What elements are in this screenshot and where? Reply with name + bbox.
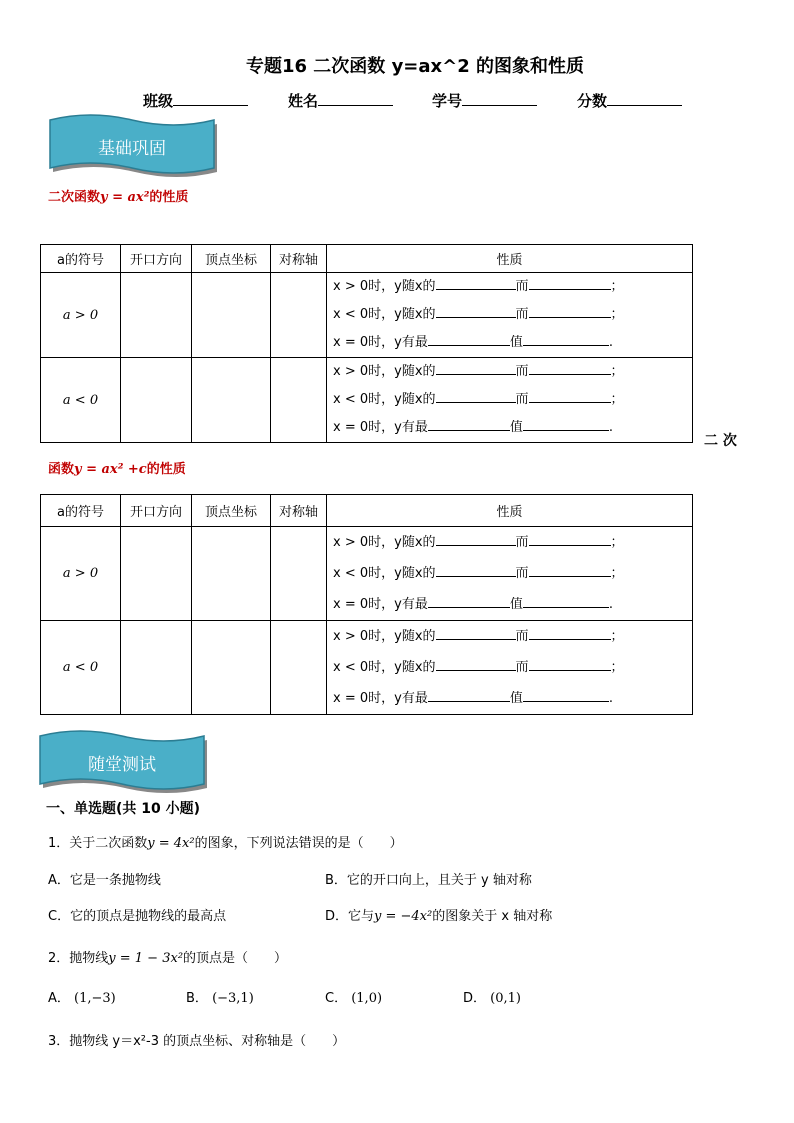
- header-axis: 对称轴: [271, 245, 327, 273]
- property-line: x < 0时，y随x的 而 ；: [333, 652, 692, 683]
- cell-blank: [192, 621, 271, 715]
- property-cell: [327, 527, 693, 621]
- banner-basic-label: 基础巩固: [98, 139, 166, 159]
- question-1-option-c: C．它的顶点是抛物线的最高点: [48, 909, 227, 924]
- property-line: x > 0时，y随x的 而 ；: [333, 358, 692, 386]
- row-label-negative: a < 0: [41, 621, 121, 715]
- section2-title: [48, 458, 186, 477]
- banner-basic: [46, 112, 218, 182]
- table-header-row: [41, 245, 693, 273]
- question-1-option-d: D．它与y = −4x²的图象关于 x 轴对称: [325, 909, 553, 924]
- header-opening: 开口方向: [121, 495, 192, 527]
- property-table-2: [40, 494, 693, 715]
- header-vertex: 顶点坐标: [192, 245, 271, 273]
- header-sign: a的符号: [41, 495, 121, 527]
- cell-blank: [271, 273, 327, 358]
- header-opening: 开口方向: [121, 245, 192, 273]
- property-line: x = 0时，y有最 值 .: [333, 414, 692, 442]
- cell-blank: [121, 527, 192, 621]
- property-line: x < 0时，y随x的 而 ；: [333, 386, 692, 414]
- header-vertex: 顶点坐标: [192, 495, 271, 527]
- property-line: x < 0时，y随x的 而 ；: [333, 558, 692, 589]
- name-blank: [318, 91, 393, 106]
- question-1-option-a: A．它是一条抛物线: [48, 873, 161, 888]
- cell-blank: [121, 621, 192, 715]
- property-cell: [327, 273, 693, 358]
- question-1-option-b: B．它的开口向上，且关于 y 轴对称: [325, 873, 532, 888]
- row-label-positive: a > 0: [41, 527, 121, 621]
- section1-title: [48, 186, 188, 205]
- question-3-stem: 3．抛物线 y＝x²-3 的顶点坐标、对称轴是（ ）: [48, 1034, 346, 1049]
- number-blank: [462, 91, 537, 106]
- cell-blank: [271, 358, 327, 443]
- header-axis: 对称轴: [271, 495, 327, 527]
- property-line: x > 0时，y随x的 而 ；: [333, 621, 692, 652]
- name-label: 姓名: [288, 92, 319, 110]
- row-label-positive: a > 0: [41, 273, 121, 358]
- property-line: x = 0时，y有最 值 .: [333, 683, 692, 714]
- property-cell: [327, 621, 693, 715]
- class-blank: [173, 91, 248, 106]
- table-row: [41, 527, 693, 621]
- questions-title: 一、单选题(共 10 小题): [46, 801, 201, 817]
- question-2-option-c: C． (1,0): [325, 991, 383, 1006]
- page-title: 专题16 二次函数 y=ax^2 的图象和性质: [245, 56, 585, 77]
- header-property: 性质: [327, 245, 693, 273]
- question-2-option-a: A． (1,−3): [48, 991, 116, 1006]
- cell-blank: [121, 358, 192, 443]
- section1-title-post: 的性质: [149, 190, 189, 205]
- side-text: 二 次: [704, 433, 737, 449]
- property-line: x = 0时，y有最 值 .: [333, 589, 692, 620]
- cell-blank: [271, 527, 327, 621]
- section2-formula: y = ax² +c: [74, 462, 147, 477]
- cell-blank: [192, 358, 271, 443]
- question-1-stem: 1．关于二次函数y = 4x²的图象，下列说法错误的是（ ）: [48, 836, 403, 851]
- table-header-row: [41, 495, 693, 527]
- section2-title-post: 的性质: [146, 462, 186, 477]
- property-line: x > 0时，y随x的 而 ；: [333, 273, 692, 301]
- banner-quiz: [36, 728, 208, 798]
- cell-blank: [121, 273, 192, 358]
- property-table-1: [40, 244, 693, 443]
- cell-blank: [192, 273, 271, 358]
- table-row: [41, 621, 693, 715]
- property-line: x < 0时，y随x的 而 ；: [333, 301, 692, 329]
- property-line: x = 0时，y有最 值 .: [333, 329, 692, 357]
- cell-blank: [192, 527, 271, 621]
- question-2-stem: 2．抛物线y = 1 − 3x²的顶点是（ ）: [48, 951, 288, 966]
- number-label: 学号: [432, 92, 463, 110]
- section2-title-pre: 函数: [48, 462, 75, 477]
- row-label-negative: a < 0: [41, 358, 121, 443]
- header-sign: a的符号: [41, 245, 121, 273]
- table-row: [41, 273, 693, 358]
- number-field: [432, 90, 537, 111]
- class-label: 班级: [143, 92, 174, 110]
- name-field: [288, 90, 393, 111]
- section1-formula: y = ax²: [100, 190, 150, 205]
- class-field: [143, 90, 248, 111]
- question-2-option-d: D． (0,1): [463, 991, 521, 1006]
- banner-quiz-label: 随堂测试: [88, 755, 156, 775]
- score-field: [577, 90, 682, 111]
- header-property: 性质: [327, 495, 693, 527]
- cell-blank: [271, 621, 327, 715]
- table-row: [41, 358, 693, 443]
- property-line: x > 0时，y随x的 而 ；: [333, 527, 692, 558]
- question-2-option-b: B． (−3,1): [186, 991, 254, 1006]
- score-label: 分数: [577, 92, 608, 110]
- section1-title-pre: 二次函数: [48, 190, 101, 205]
- score-blank: [607, 91, 682, 106]
- property-cell: [327, 358, 693, 443]
